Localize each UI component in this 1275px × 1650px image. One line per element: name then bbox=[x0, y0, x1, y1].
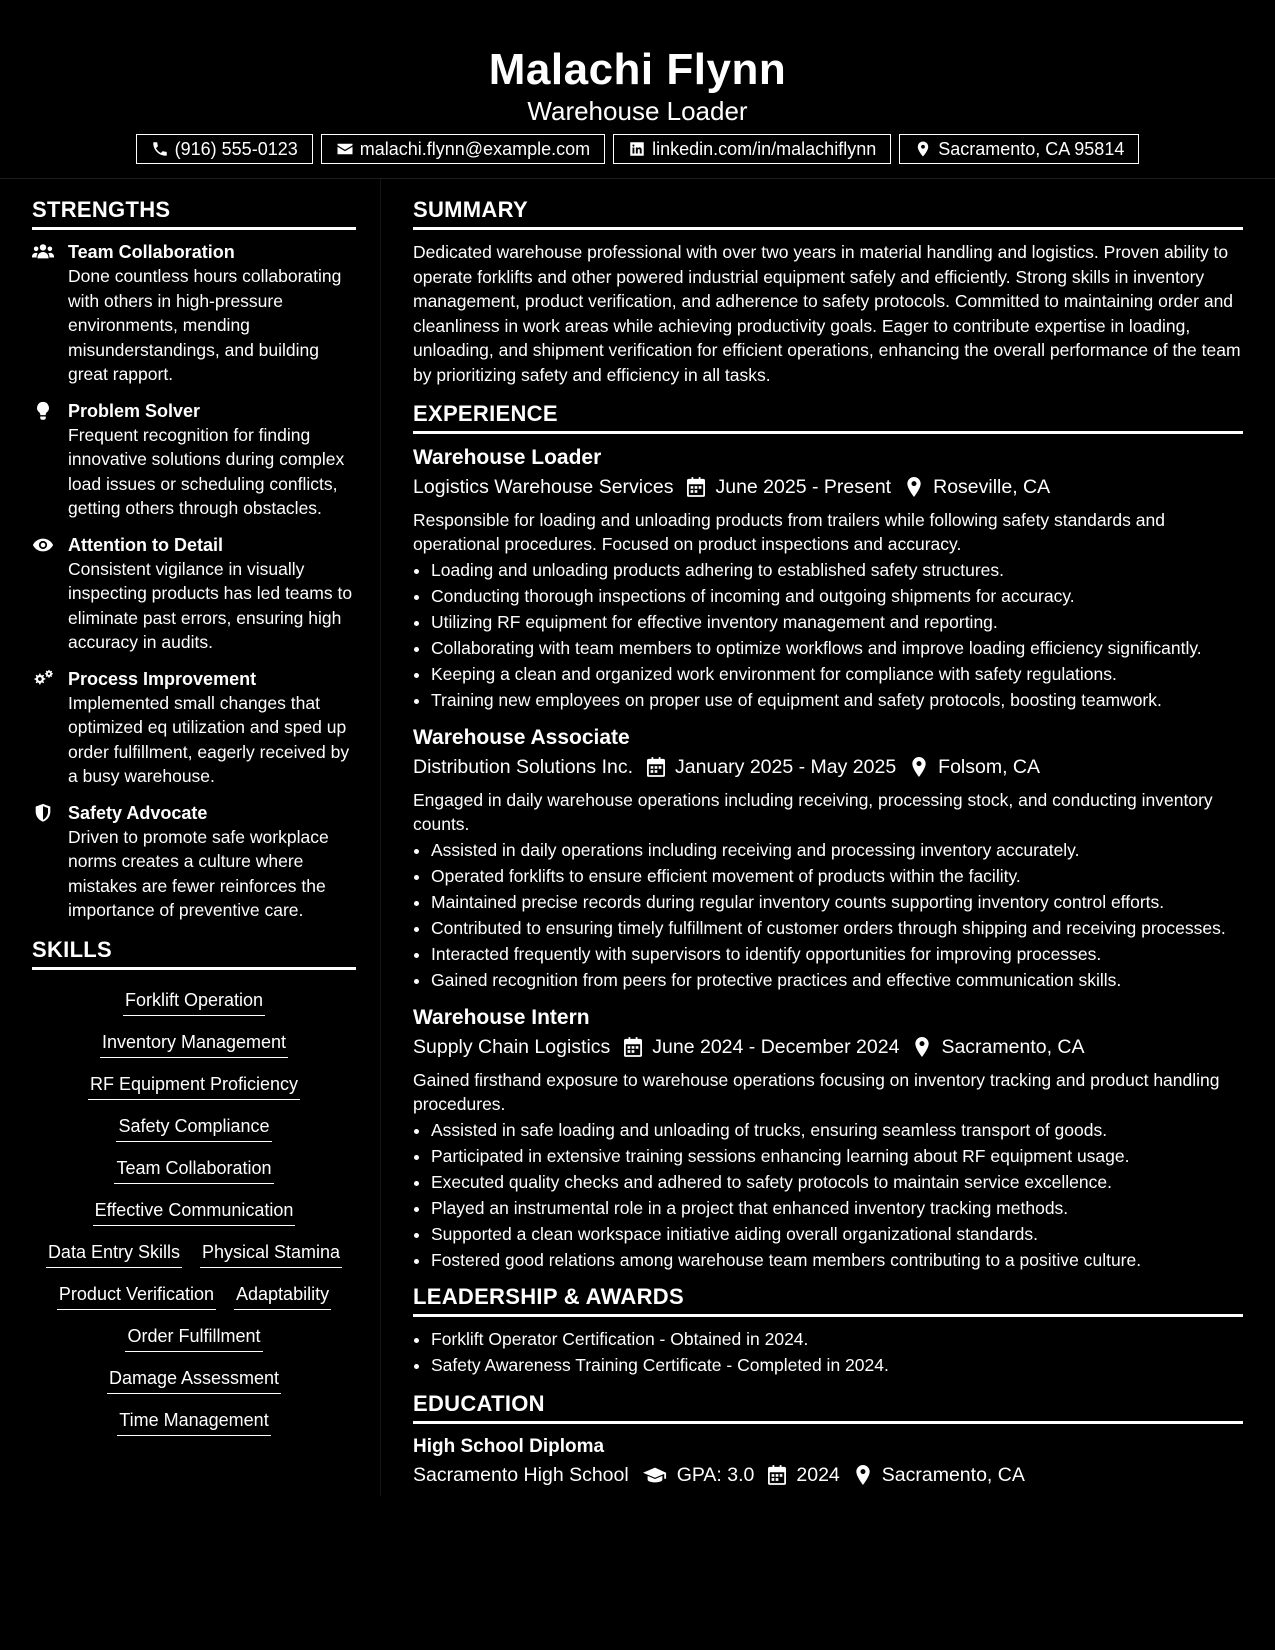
eye-icon bbox=[32, 535, 54, 555]
gpa-text: GPA: 3.0 bbox=[676, 1464, 755, 1486]
school-name: Sacramento High School bbox=[413, 1464, 629, 1486]
job-entry bbox=[413, 444, 1243, 712]
candidate-title: Warehouse Loader bbox=[527, 96, 748, 126]
bullet-item: • Utilizing RF equipment for effective inventory management and reporting. bbox=[431, 610, 1243, 634]
job-location: Folsom, CA bbox=[938, 756, 1041, 778]
strengths-heading: STRENGTHS bbox=[32, 197, 356, 230]
calendar-icon bbox=[768, 1465, 786, 1485]
job-bullets bbox=[413, 1118, 1243, 1272]
skill-tag: Safety Compliance bbox=[116, 1114, 271, 1142]
experience-heading: EXPERIENCE bbox=[413, 401, 1243, 434]
strength-title: Safety Advocate bbox=[68, 802, 208, 823]
phone-contact[interactable] bbox=[136, 134, 313, 164]
skill-tag: RF Equipment Proficiency bbox=[88, 1072, 300, 1100]
job-company: Distribution Solutions Inc. bbox=[413, 756, 634, 778]
shield-icon bbox=[32, 803, 54, 823]
candidate-name: Malachi Flynn bbox=[488, 45, 787, 94]
location-text: Sacramento, CA 95814 bbox=[938, 138, 1125, 159]
strength-item bbox=[32, 399, 356, 521]
envelope-icon bbox=[336, 140, 354, 158]
map-pin-icon bbox=[905, 477, 923, 497]
job-title: Warehouse Loader bbox=[413, 446, 602, 469]
bullet-item: • Maintained precise records during regular inventory counts supporting inventory control efforts. bbox=[431, 890, 1243, 914]
summary-text: Dedicated warehouse professional with over two years in material handling and logistics. Proven ability to operate forklifts and other powered industrial equipment safely and efficiently. Strong skills in inventory management, product verification, and adherence to safety protocols. Committed to maintaining order and cleanliness in work areas while achieving productivity goals. Eager to contribute expertise in loading, unloading, and shipment verification for efficient operations, enhancing the overall performance of the team by prioritizing safety and efficiency in all tasks. bbox=[413, 242, 1241, 385]
gears-icon bbox=[32, 669, 54, 689]
strength-item bbox=[32, 801, 356, 923]
resume-header bbox=[0, 0, 1275, 179]
right-column bbox=[381, 179, 1243, 1496]
skill-tag: Inventory Management bbox=[100, 1030, 288, 1058]
graduation-cap-icon bbox=[643, 1465, 667, 1485]
job-description: Engaged in daily warehouse operations including receiving, processing stock, and conducting inventory counts. bbox=[413, 790, 1213, 834]
strength-desc: Frequent recognition for finding innovative solutions during complex load issues or scheduling conflicts, getting others through obstacles. bbox=[68, 424, 345, 518]
bullet-item: • Assisted in daily operations including receiving and processing inventory accurately. bbox=[431, 838, 1243, 862]
job-company: Supply Chain Logistics bbox=[413, 1036, 611, 1058]
strength-desc: Consistent vigilance in visually inspecting products has led teams to eliminate past errors, ensuring high accuracy in audits. bbox=[68, 558, 353, 652]
users-icon bbox=[32, 242, 54, 262]
job-location: Sacramento, CA bbox=[941, 1036, 1085, 1058]
skill-tag: Product Verification bbox=[57, 1282, 216, 1310]
email-text: malachi.flynn@example.com bbox=[359, 138, 591, 159]
lightbulb-icon bbox=[32, 401, 54, 421]
bullet-item: • Played an instrumental role in a project that enhanced inventory tracking methods. bbox=[431, 1196, 1243, 1220]
map-pin-icon bbox=[914, 140, 932, 158]
degree-title: High School Diploma bbox=[413, 1436, 605, 1457]
graduation-year: 2024 bbox=[796, 1464, 840, 1486]
strength-desc: Done countless hours collaborating with others in high-pressure environments, mending misunderstandings, and building great rapport. bbox=[68, 266, 342, 384]
skill-tag: Adaptability bbox=[234, 1282, 331, 1310]
awards-heading: LEADERSHIP & AWARDS bbox=[413, 1284, 1243, 1317]
bullet-item: • Conducting thorough inspections of incoming and outgoing shipments for accuracy. bbox=[431, 584, 1243, 608]
calendar-icon bbox=[647, 757, 665, 777]
linkedin-text: linkedin.com/in/malachiflynn bbox=[652, 138, 877, 159]
strength-title: Problem Solver bbox=[68, 400, 201, 421]
strength-title: Process Improvement bbox=[68, 668, 257, 689]
job-dates: June 2024 - December 2024 bbox=[652, 1036, 900, 1058]
bullet-item: • Collaborating with team members to optimize workflows and improve loading efficiency significantly. bbox=[431, 636, 1243, 660]
linkedin-contact[interactable] bbox=[613, 134, 891, 164]
skill-tag: Physical Stamina bbox=[200, 1240, 342, 1268]
job-title: Warehouse Intern bbox=[413, 1006, 590, 1029]
bullet-item: • Loading and unloading products adhering to established safety structures. bbox=[431, 558, 1243, 582]
job-company: Logistics Warehouse Services bbox=[413, 476, 674, 498]
email-contact[interactable] bbox=[321, 134, 605, 164]
skill-tag: Team Collaboration bbox=[114, 1156, 273, 1184]
map-pin-icon bbox=[854, 1465, 872, 1485]
job-dates: June 2025 - Present bbox=[715, 476, 892, 498]
skills-list bbox=[32, 984, 356, 1436]
bullet-item: • Executed quality checks and adhered to safety protocols to maintain service excellence. bbox=[431, 1170, 1243, 1194]
strength-title: Team Collaboration bbox=[68, 242, 235, 262]
skill-tag: Order Fulfillment bbox=[125, 1324, 262, 1352]
job-entry bbox=[413, 724, 1243, 992]
calendar-icon bbox=[687, 477, 705, 497]
education-meta bbox=[413, 1460, 1243, 1490]
award-item: • Safety Awareness Training Certificate - Completed in 2024. bbox=[431, 1353, 1243, 1377]
skill-tag: Time Management bbox=[117, 1408, 270, 1436]
bullet-item: • Operated forklifts to ensure efficient movement of products within the facility. bbox=[431, 864, 1243, 888]
left-column bbox=[0, 179, 381, 1496]
bullet-item: • Participated in extensive training sessions enhancing learning about RF equipment usage. bbox=[431, 1144, 1243, 1168]
bullet-item: • Interacted frequently with supervisors to identify opportunities for improving processes. bbox=[431, 942, 1243, 966]
bullet-item: • Fostered good relations among warehouse team members contributing to a positive culture. bbox=[431, 1248, 1243, 1272]
bullet-item: • Contributed to ensuring timely fulfillment of customer orders through shipping and receiving processes. bbox=[431, 916, 1243, 940]
skill-tag: Effective Communication bbox=[93, 1198, 296, 1226]
strength-item bbox=[32, 667, 356, 789]
job-description: Gained firsthand exposure to warehouse operations focusing on inventory tracking and product handling procedures. bbox=[413, 1070, 1220, 1114]
strength-item bbox=[32, 533, 356, 655]
map-pin-icon bbox=[913, 1037, 931, 1057]
location-contact bbox=[899, 134, 1139, 164]
job-bullets bbox=[413, 558, 1243, 712]
map-pin-icon bbox=[910, 757, 928, 777]
education-heading: EDUCATION bbox=[413, 1391, 1243, 1424]
strength-item bbox=[32, 240, 356, 387]
phone-icon bbox=[151, 140, 169, 158]
skills-heading: SKILLS bbox=[32, 937, 356, 970]
linkedin-icon bbox=[628, 140, 646, 158]
school-location: Sacramento, CA bbox=[881, 1464, 1025, 1486]
skill-tag: Damage Assessment bbox=[107, 1366, 281, 1394]
job-entry bbox=[413, 1004, 1243, 1272]
job-bullets bbox=[413, 838, 1243, 992]
bullet-item: • Assisted in safe loading and unloading of trucks, ensuring seamless transport of goods. bbox=[431, 1118, 1243, 1142]
bullet-item: • Gained recognition from peers for protective practices and effective communication skills. bbox=[431, 968, 1243, 992]
contact-bar bbox=[0, 134, 1275, 164]
summary-heading: SUMMARY bbox=[413, 197, 1243, 230]
strength-desc: Driven to promote safe workplace norms creates a culture where mistakes are fewer reinforces the importance of preventive care. bbox=[68, 826, 329, 920]
award-item: • Forklift Operator Certification - Obtained in 2024. bbox=[431, 1327, 1243, 1351]
job-dates: January 2025 - May 2025 bbox=[675, 756, 897, 778]
bullet-item: • Keeping a clean and organized work environment for compliance with safety regulations. bbox=[431, 662, 1243, 686]
phone-text: (916) 555-0123 bbox=[174, 138, 298, 159]
bullet-item: • Training new employees on proper use of equipment and safety protocols, boosting teamwork. bbox=[431, 688, 1243, 712]
job-location: Roseville, CA bbox=[933, 476, 1051, 498]
skill-tag: Forklift Operation bbox=[123, 988, 265, 1016]
strength-title: Attention to Detail bbox=[68, 534, 223, 555]
strength-desc: Implemented small changes that optimized eq utilization and sped up order fulfillment, eagerly received by a busy warehouse. bbox=[68, 692, 350, 786]
job-title: Warehouse Associate bbox=[413, 726, 630, 749]
skill-tag: Data Entry Skills bbox=[46, 1240, 182, 1268]
bullet-item: • Supported a clean workspace initiative aiding overall organizational standards. bbox=[431, 1222, 1243, 1246]
job-description: Responsible for loading and unloading products from trailers while following safety standards and operational procedures. Focused on product inspections and accuracy. bbox=[413, 510, 1165, 554]
calendar-icon bbox=[624, 1037, 642, 1057]
awards-list bbox=[413, 1327, 1243, 1377]
